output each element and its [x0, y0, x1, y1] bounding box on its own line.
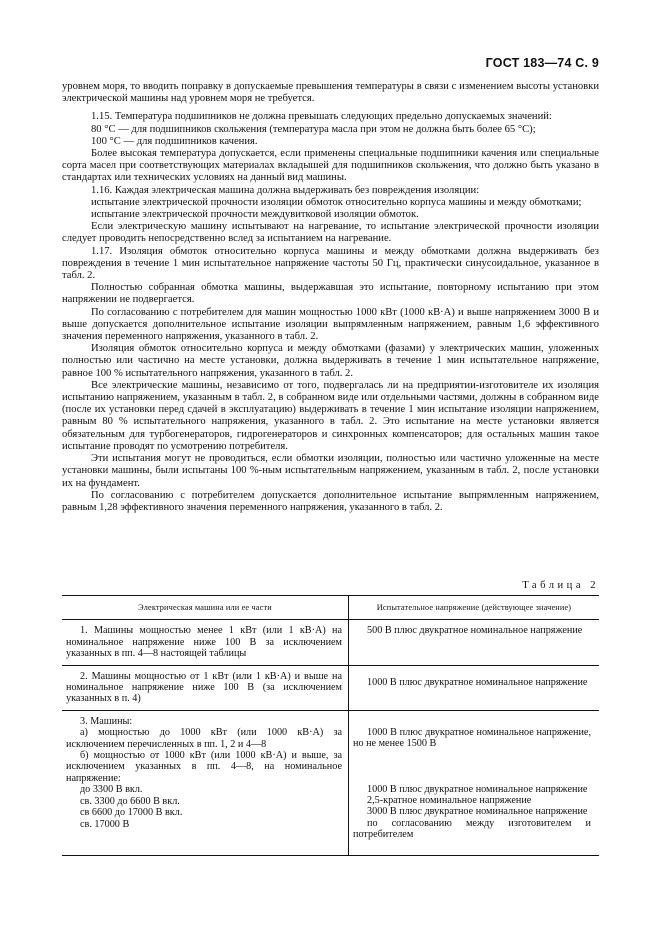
- row3-voltage-a: 1000 В плюс двукратное номинальное напряжение, но не менее 1500 В: [353, 726, 591, 750]
- row3-voltage-1: 1000 В плюс двукратное номинальное напряжение: [367, 783, 588, 795]
- row3-voltage-3: 3000 В плюс двукратное номинальное напряжение: [367, 806, 588, 818]
- row3-title: 3. Машины:: [80, 715, 133, 727]
- table-header-voltage: Испытательное напряжение (действующее значение): [349, 596, 600, 620]
- paragraph-bearing-sliding: 80 °С — для подшипников скольжения (температура масла при этом не должна быть более 65 °С);: [91, 123, 536, 135]
- paragraph-tests-may-skip: Эти испытания могут не проводиться, если обмотки изоляции, полностью или частично уложенные на месте установки машины, были испытаны 100 %-ным испытательным напряжением, указанным в табл. 2, после установки их на фундамент.: [62, 453, 599, 489]
- voltage-table: [62, 595, 599, 856]
- paragraph-assembled-winding: Полностью собранная обмотка машины, выдержавшая это испытание, повторному испытанию при этом напряжении не подвергается.: [62, 282, 599, 306]
- paragraph-all-machines: Все электрические машины, независимо от того, подвергалась ли на предприятии-изготовителе их изоляция испытанию напряжением, указанным в табл. 2, в собранном виде или отдельными частями, должны в собранном виде (после их установки перед сдачей в эксплуатацию) выдерживать в течение 1 мин испытание изоляции напряжением, равным 80 % испытательного напряжения, указанного в табл. 2. Это испытание на месте установки является обязательным для турбогенераторов, гидрогенераторов и синхронных компенсаторов; для остальных машин такое испытание проводят по усмотрению потребителя.: [62, 379, 599, 452]
- paragraph-heating-test: Если электрическую машину испытывают на нагревание, то испытание электрической прочности изоляции следует проводить непосредственно вслед за испытанием на нагревание.: [62, 221, 599, 245]
- table-row: [62, 710, 599, 855]
- row3-item-a: а) мощностью до 1000 кВт (или 1000 кВ·А) за исключением перечисленных в пп. 1, 2 и 4—8: [66, 727, 342, 750]
- paragraph-higher-temperature: Более высокая температура допускается, если применены специальные подшипники качения или специальные сорта масел при соответствующих материалах вкладышей для подшипников скольжения, что должно быть указано в стандартах или технических условиях на данный вид машины.: [62, 148, 599, 184]
- table-row: [62, 665, 599, 710]
- row2-machine: 2. Машины мощностью от 1 кВт (или 1 кВ·А) и выше на номинальное напряжение ниже 100 В (за исключением указанных в п. 4): [66, 670, 342, 705]
- paragraph-rectified-1-28: По согласованию с потребителем допускается дополнительное испытание выпрямленным напряжением, равным 1,28 эффективного значения переменного напряжения, указанного в табл. 2.: [62, 489, 599, 513]
- table-header-row: [62, 596, 599, 620]
- paragraph-continuation: уровнем моря, то вводить поправку в допускаемые превышения температуры в связи с изменением высоты установки электрической машины над уровнем моря не требуется.: [62, 81, 599, 105]
- row3-voltage-range-4: св. 17000 В: [80, 818, 130, 830]
- page-header: ГОСТ 183—74 С. 9: [485, 56, 599, 70]
- paragraph-1-16: 1.16. Каждая электрическая машина должна выдерживать без повреждения изоляции:: [91, 184, 480, 196]
- paragraph-test-turn-insulation: испытание электрической прочности междувитковой изоляции обмоток.: [91, 209, 419, 221]
- document-body: [62, 81, 599, 514]
- paragraph-test-body-insulation: испытание электрической прочности изоляции обмоток относительно корпуса машины и между обмотками;: [91, 196, 582, 208]
- paragraph-1-17: 1.17. Изоляция обмоток относительно корпуса машины и между обмотками должна выдерживать без повреждения в течение 1 мин испытательное напряжение частоты 50 Гц, практически синусоидальное, указанное в табл. 2.: [62, 245, 599, 282]
- paragraph-rectified-1-6: По согласованию с потребителем для машин мощностью 1000 кВт (1000 кВ·А) и выше напряжением 3000 В и выше допускается дополнительное испытание изоляции выпрямленным напряжением, равным 1,6 эффективного значения переменного напряжения, указанного в табл. 2.: [62, 306, 599, 343]
- row3-voltage-range-1: до 3300 В вкл.: [80, 784, 143, 796]
- row3-voltage-2: 2,5-кратное номинальное напряжение: [367, 795, 532, 807]
- row3-item-b: б) мощностью от 1000 кВт (или 1000 кВ·А) и выше, за исключением указанных в пп. 4—8, на номинальное напряжение:: [66, 750, 342, 784]
- paragraph-1-15: 1.15. Температура подшипников не должна превышать следующих предельно допускаемых значений:: [91, 111, 552, 123]
- paragraph-site-laid: Изоляция обмоток относительно корпуса и между обмотками (фазами) у электрических машин, уложенных полностью или частично на месте установки, должна выдерживать в течение 1 мин испытательное напряжение, равное 100 % испытательного напряжения, указанного в табл. 2.: [62, 343, 599, 379]
- row3-voltage-range-2: св. 3300 до 6600 В вкл.: [80, 795, 180, 807]
- row3-voltage-4: по согласованию между изготовителем и потребителем: [353, 817, 591, 841]
- table-header-machine: Электрическая машина или ее части: [62, 596, 349, 620]
- row1-voltage: 500 В плюс двукратное номинальное напряжение: [367, 625, 583, 637]
- row1-machine: 1. Машины мощностью менее 1 кВт (или 1 кВ·А) на номинальное напряжение ниже 100 В за исключением указанных в пп. 4—8 настоящей таблицы: [66, 625, 342, 660]
- table-caption: Таблица 2: [522, 580, 599, 591]
- row2-voltage: 1000 В плюс двукратное номинальное напряжение: [367, 676, 588, 688]
- paragraph-bearing-rolling: 100 °С — для подшипников качения.: [91, 135, 258, 147]
- table-row: [62, 620, 599, 665]
- row3-voltage-range-3: св 6600 до 17000 В вкл.: [80, 807, 183, 819]
